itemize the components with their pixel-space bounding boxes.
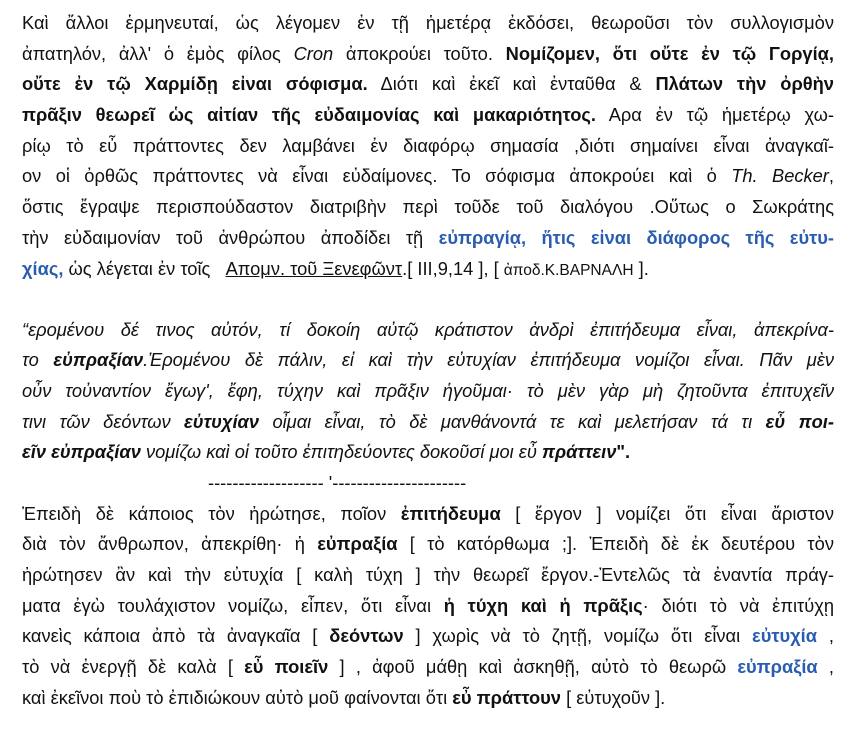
text: ὅστις ἔγραψε περισπούδαστον διατριβὴν περὶ τοῦδε τοῦ διαλόγου .Οὕτως ο Σωκράτης [22, 196, 834, 218]
text: το [22, 349, 39, 371]
p1-line-4 [22, 100, 834, 131]
text: τὸ νὰ ἐνεργῇ δὲ καλὰ [ [22, 656, 233, 678]
bold-text: εὖ πράττουν [452, 686, 561, 708]
document-body [22, 8, 834, 714]
text: Αρα ἐν τῷ ἡμετέρῳ χω- [608, 104, 834, 126]
text: [ τὸ κατόρθωμα ;]. Ἐπειδὴ δὲ ἐκ δευτέρου τὸν [409, 533, 834, 555]
text: ρίῳ τὸ εὖ πράττοντες δεν λαμβάνει ἐν διαφόρῳ σημασία ,διότι σημαίνει εἶναι ἀναγκαῖ- [22, 134, 834, 156]
p1-line-7 [22, 192, 834, 223]
p1-line-5 [22, 131, 834, 162]
text: ὡς λέγεται ἐν τοῖς [68, 257, 211, 279]
text: ] , ἀφοῦ μάθῃ καὶ ἀσκηθῇ, αὐτὸ τὸ θεωρῶ [339, 656, 727, 678]
text: Καὶ ἄλλοι ἑρμηνευταί, ὡς λέγομεν ἐν τῇ ἡμετέρᾳ ἐκδόσει, θεωροῦσι τὸν συλλογισμὸν [22, 12, 834, 33]
p1-line-3 [22, 69, 834, 100]
bold-text: Πλάτων τὴν ὀρθὴν [655, 73, 834, 95]
p2-line-3 [22, 560, 834, 591]
bold-text: εὐπραξίαν [53, 349, 144, 371]
p2-line-7 [22, 683, 834, 714]
bold-text: πρᾶξιν θεωρεῖ ὡς αἰτίαν τῆς εὐδαιμονίας καὶ μακαριότητος. [22, 104, 596, 126]
text: ἀπατηλόν, ἀλλ' ὁ ἐμὸς φίλος [22, 42, 281, 64]
separator-text: ------------------- '---------------------- [208, 472, 467, 494]
text: τινι τῶν δεόντων [22, 410, 171, 432]
p1-line-2 [22, 39, 834, 70]
text: οὖν τοὐναντίον ἔγωγ', ἔφη, τύχην καὶ πρᾶξιν ἡγοῦμαι· τὸ μὲν γὰρ μὴ ζητοῦντα ἐπιτυχεῖν [22, 379, 834, 401]
p1-line-9 [22, 254, 834, 285]
bold-text: εὐπραξία [317, 533, 398, 555]
text: .Ἐρομένου δὲ πάλιν, εἰ καὶ τὴν εὐτυχίαν ἐπιτήδευμα νομίζοι εἶναι. Πᾶν μὲν [143, 349, 834, 371]
bold-text: ἐπιτήδευμα [400, 502, 501, 524]
text: ἀποκρούει τοῦτο. [345, 42, 493, 64]
text: [ ἔργον ] νομίζει ὅτι εἶναι ἄριστον [515, 502, 834, 524]
bold-text: εὖ ποι- [765, 410, 834, 432]
p2-line-5 [22, 621, 834, 652]
text: [ εὐτυχοῦν ]. [566, 686, 666, 708]
bold-text: ἡ τύχη καὶ ἡ πρᾶξις [443, 594, 643, 616]
quote-line-1 [22, 315, 834, 346]
highlight-text: εὐτυχία [752, 625, 818, 647]
text: · διότι τὸ νὰ ἐπιτύχῃ [642, 594, 834, 616]
p1-line-1 [22, 8, 834, 39]
text: ον οἱ ὀρθῶς πράττοντες νὰ εἶναι εὐδαίμονες. Το σόφισμα ἀποκρούει καὶ ὁ [22, 165, 717, 187]
highlight-text: εὐπραξία [737, 656, 818, 678]
text: τὴν εὐδαιμονίαν τοῦ ἀνθρώπου ἀποδίδει τῇ [22, 226, 424, 248]
author-name: Th. Becker [731, 165, 829, 187]
quote-line-3 [22, 376, 834, 407]
p2-line-4 [22, 591, 834, 622]
text: ] χωρὶς νὰ τὸ ζητῇ, νομίζω ὅτι εἶναι [415, 625, 741, 647]
text: .[ III,9,14 ], [ [402, 257, 499, 279]
text: Ἐπειδὴ δὲ κάποιος τὸν ἠρώτησε, ποῖον [22, 502, 387, 524]
bold-text: εὖ ποιεῖν [244, 656, 329, 678]
citation-link[interactable]: Απομν. τοῦ Ξενεφῶντ [225, 257, 403, 279]
text: διὰ τὸν ἄνθρωπον, ἀπεκρίθη· ἡ [22, 533, 305, 555]
author-name: Cron [293, 42, 334, 64]
text: ἠρώτησεν ἂν καὶ τὴν εὐτυχία [ καλὴ τύχη ] τὴν θεωρεῖ ἔργον.-Ἐντελῶς τὰ ἐναντία πράγ- [22, 564, 834, 586]
quote-line-2 [22, 345, 834, 376]
text: , [828, 656, 834, 678]
small-text: ἀποδ.Κ.ΒΑΡΝΑΛΗ [503, 261, 634, 279]
bold-text: εὐτυχίαν [184, 410, 260, 432]
p2-line-2 [22, 529, 834, 560]
bold-text: δεόντων [329, 625, 404, 647]
bold-text: Νομίζομεν, ὅτι οὔτε ἐν τῷ Γοργίᾳ, [505, 42, 834, 64]
bold-text: ". [616, 441, 631, 463]
text: ματα ἐγὼ τουλάχιστον νομίζω, εἶπεν, ὅτι εἶναι [22, 594, 432, 616]
bold-text: πράττειν [542, 441, 617, 463]
bold-text: οὔτε ἐν τῷ Χαρμίδῃ εἰναι σόφισμα. [22, 73, 368, 95]
quote-line-5 [22, 437, 834, 468]
text: Διότι καὶ ἐκεῖ καὶ ἐνταῦθα & [380, 73, 642, 95]
text: κανεὶς κάποια ἀπὸ τὰ ἀναγκαῖα [ [22, 625, 318, 647]
p1-line-6 [22, 161, 834, 192]
text: καὶ ἐκεῖνοι ποὺ τὸ ἐπιδιώκουν αὐτὸ μοῦ φαίνονται ὅτι [22, 686, 448, 708]
spacer [22, 284, 834, 314]
text: , [828, 165, 834, 187]
p1-line-8 [22, 223, 834, 254]
p2-line-6 [22, 652, 834, 683]
text: νομίζω καὶ οἱ τοῦτο ἐπιτηδεύοντες δοκοῦσί μοι εὖ [145, 441, 537, 463]
highlight-text: εὐπραγίᾳ, ἥτις εἰναι διάφορος τῆς εὐτυ- [438, 226, 834, 248]
text: , [828, 625, 834, 647]
quote-line-4 [22, 407, 834, 438]
p2-line-1 [22, 499, 834, 530]
text: οἶμαι εἶναι, τὸ δὲ μανθάνοντά τε καὶ μελετήσαν τά τι [272, 410, 753, 432]
highlight-text: χίας, [22, 257, 64, 279]
text: ]. [638, 257, 649, 279]
bold-text: εῖν εὐπραξίαν [22, 441, 141, 463]
text: “ερομένου δέ τινος αὐτόν, τί δοκοίη αὐτῷ κράτιστον ἀνδρὶ ἐπιτήδευμα εἶναι, ἀπεκρίνα- [22, 318, 834, 340]
separator [22, 468, 834, 499]
